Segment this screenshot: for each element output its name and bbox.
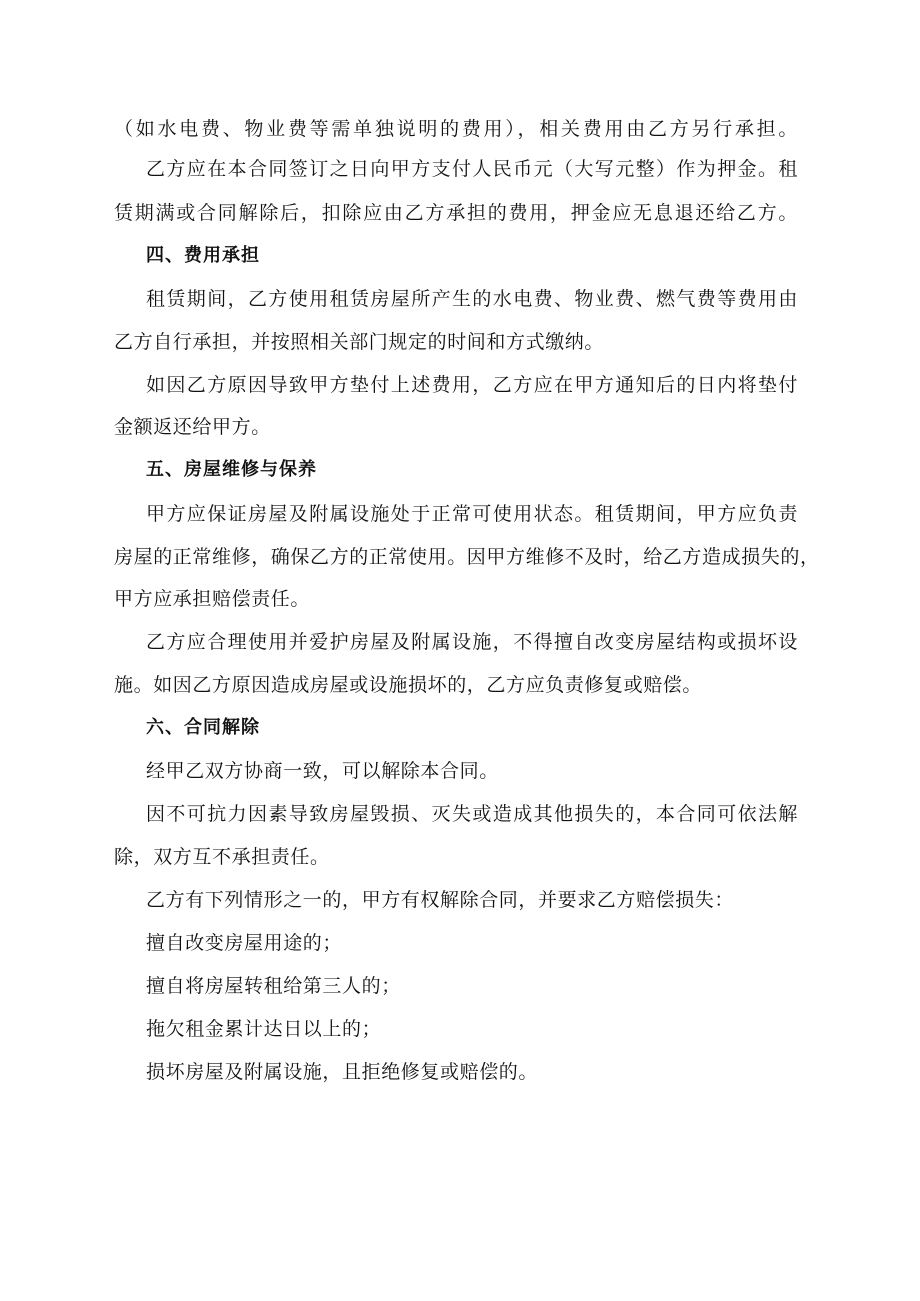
paragraph-line: 甲方应保证房屋及附属设施处于正常可使用状态。租赁期间，甲方应负责 [146,503,798,525]
paragraph-line: 乙方自行承担，并按照相关部门规定的时间和方式缴纳。 [114,331,605,353]
paragraph-line: 乙方应在本合同签订之日向甲方支付人民币元（大写元整）作为押金。租 [146,158,798,180]
list-item: 擅自改变房屋用途的； [146,932,343,954]
list-item: 损坏房屋及附属设施，且拒绝修复或赔偿的。 [146,1061,539,1083]
paragraph-line: 甲方应承担赔偿责任。 [114,588,311,610]
paragraph-line: 金额返还给甲方。 [114,416,271,438]
paragraph-line: 因不可抗力因素导致房屋毁损、灭失或造成其他损失的，本合同可依法解 [146,803,798,825]
paragraph-line: 经甲乙双方协商一致，可以解除本合同。 [146,760,499,782]
paragraph-line: 施。如因乙方原因造成房屋或设施损坏的，乙方应负责修复或赔偿。 [114,674,703,696]
paragraph-line: 房屋的正常维修，确保乙方的正常使用。因甲方维修不及时，给乙方造成损失的， [114,546,820,568]
paragraph-line: 赁期满或合同解除后，扣除应由乙方承担的费用，押金应无息退还给乙方。 [114,202,798,224]
paragraph-line: （如水电费、物业费等需单独说明的费用），相关费用由乙方另行承担。 [114,118,798,140]
paragraph-line: 除，双方互不承担责任。 [114,846,330,868]
list-item: 擅自将房屋转租给第三人的； [146,975,401,997]
paragraph-line: 乙方应合理使用并爱护房屋及附属设施，不得擅自改变房屋结构或损坏设 [146,631,798,653]
paragraph-line: 租赁期间，乙方使用租赁房屋所产生的水电费、物业费、燃气费等费用由 [146,288,798,310]
paragraph-line: 如因乙方原因导致甲方垫付上述费用，乙方应在甲方通知后的日内将垫付 [146,374,798,396]
section-heading-maintenance: 五、房屋维修与保养 [146,459,317,480]
paragraph-line: 乙方有下列情形之一的，甲方有权解除合同，并要求乙方赔偿损失： [146,889,735,911]
section-heading-fees: 四、费用承担 [146,245,260,266]
list-item: 拖欠租金累计达日以上的； [146,1018,382,1040]
section-heading-termination: 六、合同解除 [146,717,260,738]
